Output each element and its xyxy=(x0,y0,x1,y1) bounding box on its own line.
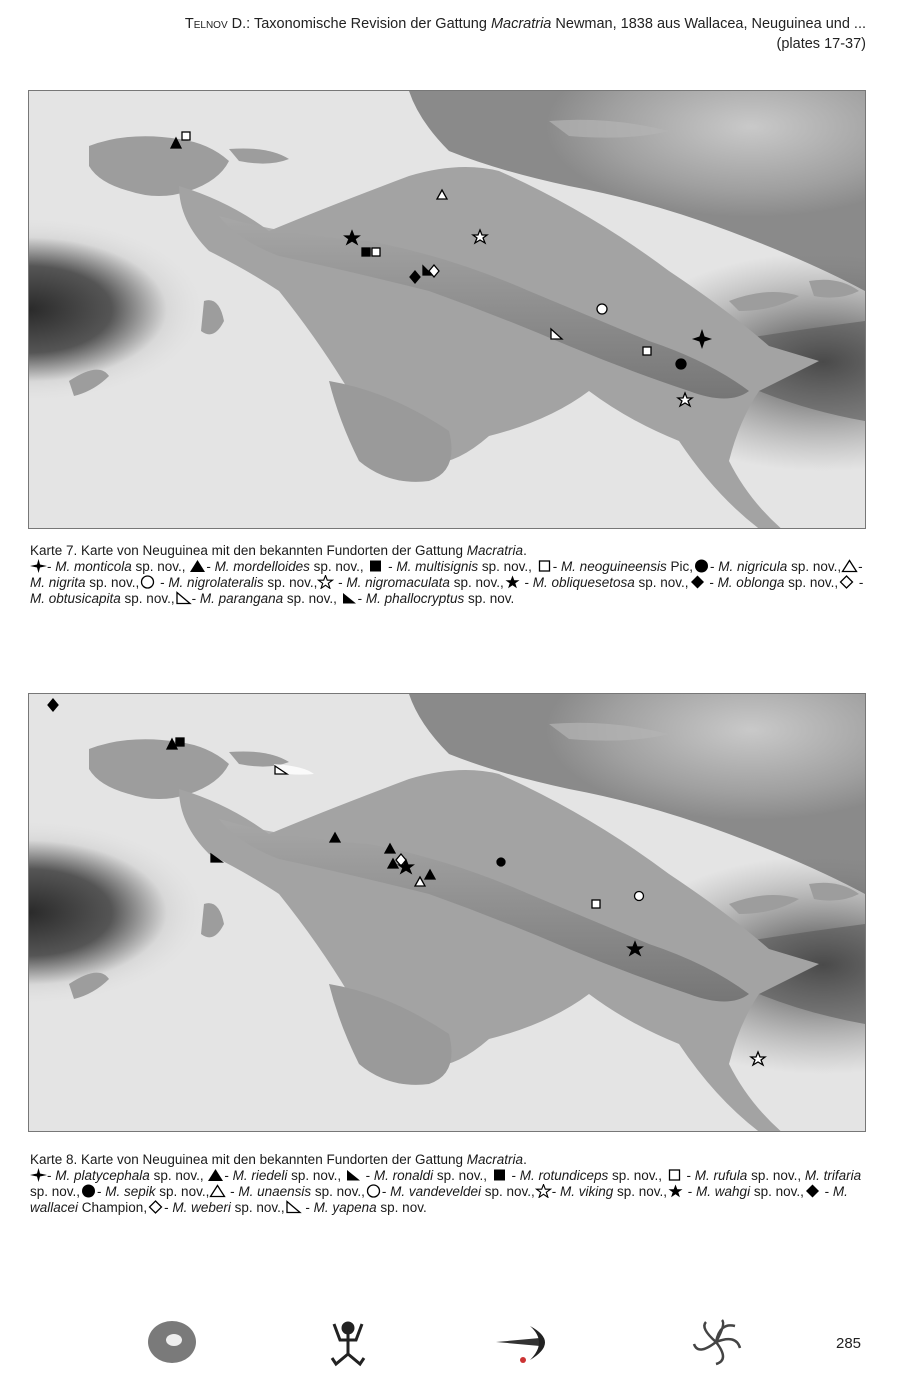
legend-species-name: M. parangana xyxy=(199,591,284,606)
legend-separator: - xyxy=(684,1184,697,1199)
legend-species-name: M. wallacei xyxy=(30,1184,848,1215)
header-title-post: Newman, 1838 aus Wallacea, Neuguinea und ... xyxy=(551,16,866,32)
filled-circle-icon xyxy=(693,559,710,573)
legend-species-name: M. platycephala xyxy=(55,1168,150,1183)
legend-suffix: sp. nov., xyxy=(478,559,536,574)
legend-entry xyxy=(535,1184,667,1199)
legend-suffix: sp. nov., xyxy=(287,1168,345,1183)
legend-species-name: M. oblonga xyxy=(717,575,785,590)
open-diamond-icon xyxy=(147,1200,164,1214)
legend-suffix: sp. nov. xyxy=(464,591,515,606)
legend-species-name: M. vandeveldei xyxy=(390,1184,481,1199)
legend-separator: - xyxy=(191,591,200,606)
marker-filled-square xyxy=(176,738,184,746)
legend-separator: - xyxy=(552,559,561,574)
legend-suffix: sp. nov., xyxy=(787,559,842,574)
caption-genus: Macratria xyxy=(466,1152,524,1167)
legend-entry xyxy=(666,1168,805,1183)
legend-entry xyxy=(491,1168,666,1183)
caption-map-7 xyxy=(30,543,866,607)
map-8-canvas xyxy=(29,694,865,1131)
legend-separator: - xyxy=(334,575,347,590)
legend-entry xyxy=(30,1168,207,1183)
legend-suffix: sp. nov., xyxy=(449,575,504,590)
legend-map-7 xyxy=(30,559,866,607)
legend-suffix: sp. nov., xyxy=(311,1184,365,1199)
filled-diamond-icon xyxy=(689,575,706,589)
legend-suffix: sp. nov., xyxy=(120,591,175,606)
header-title xyxy=(66,14,866,34)
legend-entry xyxy=(139,575,317,590)
legend-species-name: M. yapena xyxy=(313,1200,377,1215)
legend-entry xyxy=(504,575,689,590)
marker-open-square xyxy=(182,132,190,140)
legend-entry xyxy=(317,575,503,590)
header-author: Telnov D.: xyxy=(184,16,251,32)
legend-species-name: M. unaensis xyxy=(238,1184,312,1199)
legend-suffix: sp. nov., xyxy=(85,575,140,590)
legend-separator: - xyxy=(820,1184,833,1199)
legend-suffix: sp. nov. xyxy=(376,1200,427,1215)
legend-species-name: M. monticola xyxy=(55,559,132,574)
legend-suffix: sp. nov., xyxy=(784,575,839,590)
legend-species-name: M. nigromaculata xyxy=(346,575,450,590)
legend-suffix: Champion, xyxy=(78,1200,148,1215)
open-right-triangle-icon xyxy=(175,591,192,605)
legend-entry xyxy=(80,1184,209,1199)
legend-species-name: M. neoguineensis xyxy=(560,559,667,574)
legend-species-name: M. trifaria xyxy=(804,1168,862,1183)
legend-separator: - xyxy=(156,575,169,590)
legend-suffix: sp. nov., xyxy=(155,1184,210,1199)
map-7-canvas xyxy=(29,91,865,528)
caption-label: Karte 7. Karte von Neuguinea mit den bekannten Fundorten der Gattung xyxy=(30,543,467,558)
marker-filled-circle xyxy=(676,359,686,369)
caption-label: Karte 8. Karte von Neuguinea mit den bekannten Fundorten der Gattung xyxy=(30,1152,467,1167)
legend-entry xyxy=(689,575,839,590)
legend-suffix: sp. nov., xyxy=(149,1168,208,1183)
legend-separator: - xyxy=(507,1168,520,1183)
figure-ornament-icon xyxy=(332,1323,364,1364)
legend-suffix: sp. nov., xyxy=(433,1168,491,1183)
marker-open-circle xyxy=(635,892,644,901)
open-star-icon xyxy=(535,1184,552,1198)
legend-entry xyxy=(367,559,535,574)
legend-separator: - xyxy=(858,559,863,574)
legend-species-name: M. multisignis xyxy=(396,559,479,574)
marker-filled-circle xyxy=(497,858,505,866)
filled-right-triangle-icon xyxy=(345,1168,362,1182)
header-plates: (plates 17-37) xyxy=(776,36,866,52)
header-title-pre: Taxonomische Revision der Gattung xyxy=(250,16,491,32)
filled-square-icon xyxy=(367,559,384,573)
legend-entry xyxy=(147,1200,285,1215)
legend-separator: - xyxy=(361,1168,374,1183)
legend-suffix: sp. nov., xyxy=(283,591,341,606)
marker-filled-square xyxy=(362,248,370,256)
legend-species-name: M. rotundiceps xyxy=(519,1168,609,1183)
legend-separator: - xyxy=(226,1184,239,1199)
page-number: 285 xyxy=(836,1335,862,1352)
open-square-icon xyxy=(536,559,553,573)
open-circle-icon xyxy=(365,1184,382,1198)
filled-square-icon xyxy=(491,1168,508,1182)
filled-star-icon xyxy=(504,575,521,589)
footer-ornaments xyxy=(0,1316,900,1372)
open-triangle-icon xyxy=(841,559,858,573)
legend-separator: - xyxy=(520,575,533,590)
legend-entry xyxy=(285,1200,427,1215)
legend-separator: - xyxy=(384,559,397,574)
legend-separator: - xyxy=(551,1184,560,1199)
legend-suffix: sp. nov., xyxy=(30,1184,81,1199)
legend-entry xyxy=(667,1184,804,1199)
open-diamond-icon xyxy=(838,575,855,589)
marker-open-square xyxy=(643,347,651,355)
legend-suffix: sp. nov., xyxy=(613,1184,668,1199)
open-triangle-icon xyxy=(209,1184,226,1198)
legend-entry xyxy=(341,591,515,606)
legend-species-name: M. obliquesetosa xyxy=(532,575,635,590)
legend-species-name: M. ronaldi xyxy=(373,1168,434,1183)
legend-suffix: sp. nov., xyxy=(480,1184,535,1199)
open-right-triangle-icon xyxy=(285,1200,302,1214)
legend-separator: - xyxy=(357,591,366,606)
legend-suffix: sp. nov., xyxy=(263,575,318,590)
legend-entry xyxy=(693,559,841,574)
legend-species-name: M. nigrita xyxy=(30,575,86,590)
legend-entry xyxy=(345,1168,491,1183)
legend-map-8 xyxy=(30,1168,866,1216)
legend-suffix: sp. nov., xyxy=(634,575,689,590)
map-8 xyxy=(28,693,866,1132)
caption-end: . xyxy=(523,1152,527,1167)
legend-suffix: sp. nov., xyxy=(230,1200,285,1215)
legend-entry xyxy=(365,1184,535,1199)
legend-separator: - xyxy=(224,1168,233,1183)
legend-species-name: M. sepik xyxy=(105,1184,156,1199)
filled-star-icon xyxy=(667,1184,684,1198)
running-header xyxy=(66,14,866,54)
cross-star-icon xyxy=(30,1168,47,1182)
legend-entry xyxy=(207,1168,345,1183)
legend-suffix: sp. nov., xyxy=(309,559,368,574)
legend-separator: - xyxy=(710,559,719,574)
caption-map-7-title xyxy=(30,543,866,559)
legend-species-name: M. nigrolateralis xyxy=(168,575,264,590)
legend-entry xyxy=(536,559,693,574)
legend-species-name: M. rufula xyxy=(694,1168,748,1183)
sunburst-ornament-icon xyxy=(694,1320,740,1364)
legend-entry xyxy=(30,559,189,574)
map-7 xyxy=(28,90,866,529)
legend-separator: - xyxy=(47,559,56,574)
legend-separator: - xyxy=(705,575,718,590)
open-square-icon xyxy=(666,1168,683,1182)
bird-ornament-icon xyxy=(496,1326,545,1363)
caption-end: . xyxy=(523,543,527,558)
legend-separator: - xyxy=(301,1200,314,1215)
legend-separator: - xyxy=(682,1168,695,1183)
legend-species-name: M. riedeli xyxy=(232,1168,288,1183)
legend-separator: - xyxy=(164,1200,173,1215)
cross-star-icon xyxy=(30,559,47,573)
legend-suffix: Pic, xyxy=(666,559,694,574)
filled-right-triangle-icon xyxy=(341,591,358,605)
marker-open-square xyxy=(372,248,380,256)
open-star-icon xyxy=(317,575,334,589)
ring-ornament-icon xyxy=(148,1321,196,1363)
legend-separator: - xyxy=(381,1184,391,1199)
legend-separator: - xyxy=(97,1184,106,1199)
legend-suffix: sp. nov., xyxy=(750,1184,804,1199)
caption-genus: Macratria xyxy=(466,543,524,558)
legend-species-name: M. phallocryptus xyxy=(365,591,465,606)
legend-species-name: M. wahgi xyxy=(696,1184,751,1199)
filled-diamond-icon xyxy=(804,1184,821,1198)
header-genus: Macratria xyxy=(490,16,552,32)
open-circle-icon xyxy=(139,575,156,589)
caption-map-8 xyxy=(30,1152,866,1216)
marker-open-circle xyxy=(597,304,607,314)
legend-species-name: M. weberi xyxy=(172,1200,231,1215)
legend-species-name: M. obtusicapita xyxy=(30,591,121,606)
legend-entry xyxy=(175,591,341,606)
legend-entry xyxy=(189,559,367,574)
legend-separator: - xyxy=(855,575,864,590)
filled-triangle-icon xyxy=(207,1168,224,1182)
legend-species-name: M. viking xyxy=(560,1184,614,1199)
caption-map-8-title xyxy=(30,1152,866,1168)
legend-suffix: sp. nov., xyxy=(608,1168,666,1183)
filled-circle-icon xyxy=(80,1184,97,1198)
legend-entry xyxy=(209,1184,365,1199)
marker-open-square xyxy=(592,900,600,908)
legend-species-name: M. mordelloides xyxy=(214,559,310,574)
legend-separator: - xyxy=(47,1168,56,1183)
legend-suffix: sp. nov., xyxy=(747,1168,805,1183)
filled-triangle-icon xyxy=(189,559,206,573)
legend-suffix: sp. nov., xyxy=(131,559,190,574)
legend-separator: - xyxy=(206,559,215,574)
legend-species-name: M. nigricula xyxy=(718,559,788,574)
